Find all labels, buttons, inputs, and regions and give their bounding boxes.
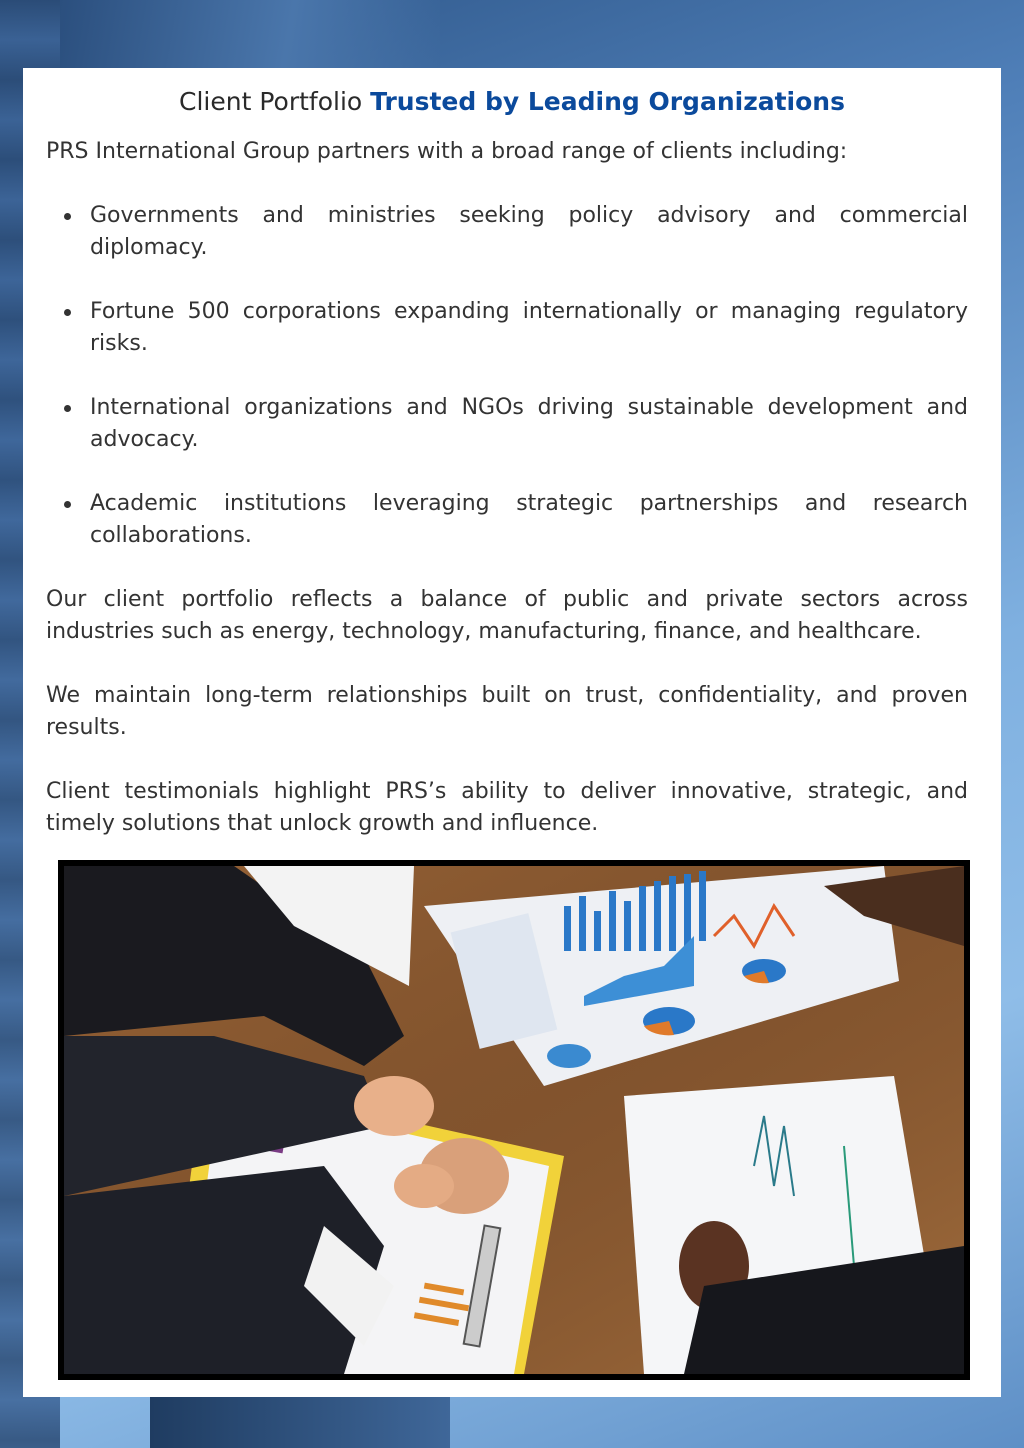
list-item-text: Academic institutions leveraging strategic partnerships and research collaborations. bbox=[90, 491, 968, 548]
background-building-top bbox=[60, 0, 440, 68]
business-meeting-illustration bbox=[64, 866, 964, 1374]
list-item bbox=[90, 200, 968, 264]
intro-paragraph: PRS International Group partners with a broad range of clients including: bbox=[46, 139, 848, 164]
body-text bbox=[46, 136, 968, 840]
meeting-photo bbox=[58, 860, 970, 1380]
list-item bbox=[90, 296, 968, 360]
list-item bbox=[90, 488, 968, 552]
portfolio-paragraph: Our client portfolio reflects a balance of public and private sectors across industries such as energy, technology, manufacturing, finance, and healthcare. bbox=[46, 587, 968, 644]
content-card bbox=[23, 68, 1001, 1397]
page-title bbox=[23, 84, 1001, 120]
bullet-icon bbox=[64, 501, 71, 508]
list-item-text: Fortune 500 corporations expanding internationally or managing regulatory risks. bbox=[90, 299, 968, 356]
relationships-paragraph: We maintain long-term relationships built on trust, confidentiality, and proven results. bbox=[46, 683, 968, 740]
client-list bbox=[46, 200, 968, 552]
background-building-bottom bbox=[150, 1396, 450, 1448]
bullet-icon bbox=[64, 405, 71, 412]
title-prefix: Client Portfolio bbox=[179, 87, 363, 116]
list-item-text: International organizations and NGOs driving sustainable development and advocacy. bbox=[90, 395, 968, 452]
list-item-text: Governments and ministries seeking policy advisory and commercial diplomacy. bbox=[90, 203, 968, 260]
bullet-icon bbox=[64, 213, 71, 220]
title-accent: Trusted by Leading Organizations bbox=[370, 87, 845, 116]
list-item bbox=[90, 392, 968, 456]
testimonials-paragraph: Client testimonials highlight PRS’s ability to deliver innovative, strategic, and timely solutions that unlock growth and influence. bbox=[46, 779, 968, 836]
bullet-icon bbox=[64, 309, 71, 316]
